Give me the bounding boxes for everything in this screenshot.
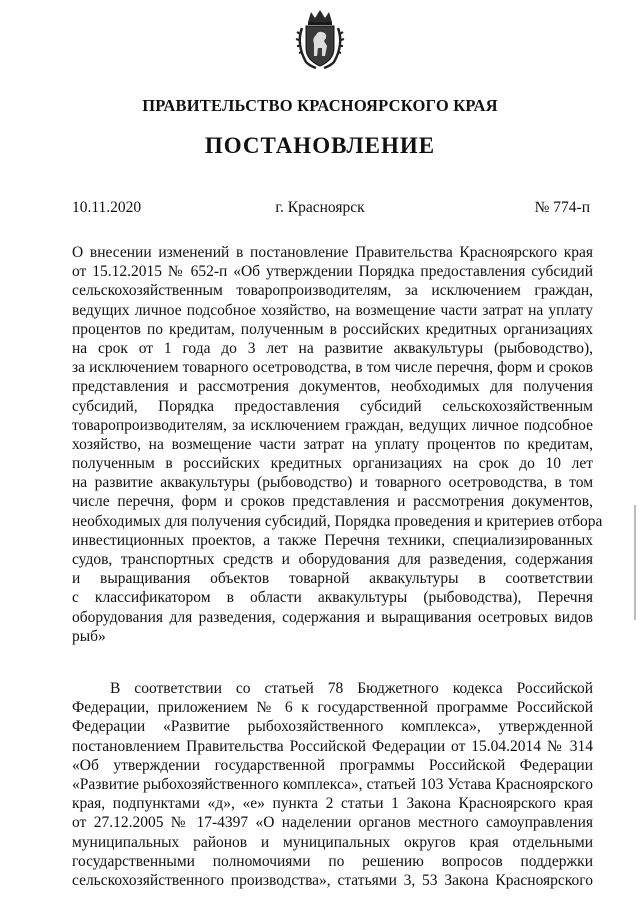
preamble-paragraph	[72, 679, 593, 890]
body-line: края, подпунктами «д», «е» пункта 2 статьи 1 Закона Красноярского края	[72, 795, 593, 813]
government-name: ПРАВИТЕЛЬСТВО КРАСНОЯРСКОГО КРАЯ	[142, 96, 498, 115]
body-line: государственными полномочиями по решению вопросов поддержки	[72, 852, 593, 870]
subject-line: представления и рассмотрения документов, необходимых для получения	[72, 378, 593, 396]
body-line: Федерации, приложением № 6 к государственной программе Российской	[72, 699, 593, 717]
body-line: муниципальных районов и муниципальных округов края отдельными	[72, 833, 593, 851]
subject-line: сельскохозяйственным товаропроизводителям, за исключением граждан,	[72, 282, 593, 300]
subject-line: числе перечня, форм и сроков представления и рассмотрения документов,	[72, 493, 593, 511]
subject-line: ведущих личное подсобное хозяйство, на возмещение части затрат на уплату	[72, 301, 593, 319]
subject-line: от 15.12.2015 № 652-п «Об утверждении Порядка предоставления субсидий	[72, 263, 593, 281]
subject-line: необходимых для получения субсидий, Порядка проведения и критериев отбора	[72, 512, 603, 530]
subject-line: рыб»	[72, 627, 106, 645]
subject-line: и выращивания объектов товарной аквакультуры в соответствии	[72, 570, 593, 588]
body-line: сельскохозяйственного производства», статьями 3, 53 Закона Красноярского	[72, 871, 593, 889]
subject-line: хозяйство, на возмещение части затрат на уплату процентов по кредитам,	[72, 435, 593, 453]
subject-line: процентов по кредитам, полученным в российских кредитных организациях	[72, 320, 593, 338]
subject-line: оборудования для разведения, содержания и выращивания осетровых видов	[72, 608, 593, 626]
body-line: «Развитие рыбохозяйственного комплекса», статьей 103 Устава Красноярского	[72, 775, 593, 793]
body-line: «Об утверждении государственной программы Российской Федерации	[72, 756, 593, 774]
document-type: ПОСТАНОВЛЕНИЕ	[204, 133, 436, 158]
document-city: г. Красноярск	[275, 199, 365, 216]
document-number: № 774-п	[534, 199, 590, 216]
subject-line: субсидий, Порядка предоставления субсидий сельскохозяйственным	[72, 397, 593, 415]
document-date: 10.11.2020	[72, 199, 142, 216]
document-subject	[72, 243, 603, 646]
body-line: от 27.12.2005 № 17-4397 «О наделении органов местного самоуправления	[72, 814, 593, 832]
body-line: Федерации «Развитие рыбохозяйственного комплекса», утвержденной	[72, 718, 593, 736]
subject-line: судов, транспортных средств и оборудования для разведения, содержания	[72, 551, 593, 568]
subject-line: на развитие аквакультуры (рыбоводство) и товарного осетроводства, в том	[72, 474, 593, 492]
body-line: постановлением Правительства Российской Федерации от 15.04.2014 № 314	[72, 737, 593, 755]
body-line: В соответствии со статьей 78 Бюджетного кодекса Российской	[110, 680, 593, 697]
subject-line: полученным в российских кредитных организациях на срок до 10 лет	[72, 455, 593, 473]
subject-line: инвестиционных проектов, а также Перечня техники, специализированных	[72, 531, 593, 549]
subject-line: товаропроизводителям, за исключением граждан, ведущих личное подсобное	[72, 416, 593, 434]
subject-line: за исключением товарного осетроводства, в том числе перечня, форм и сроков	[72, 359, 593, 377]
scan-edge-mark	[634, 505, 636, 620]
subject-line: с классификатором в области аквакультуры (рыбоводства), Перечня	[72, 589, 593, 607]
subject-line: О внесении изменений в постановление Правительства Красноярского края	[72, 244, 593, 261]
subject-line: на срок от 1 года до 3 лет на развитие аквакультуры (рыбоводство),	[72, 339, 593, 357]
coat-of-arms-icon	[294, 8, 346, 70]
